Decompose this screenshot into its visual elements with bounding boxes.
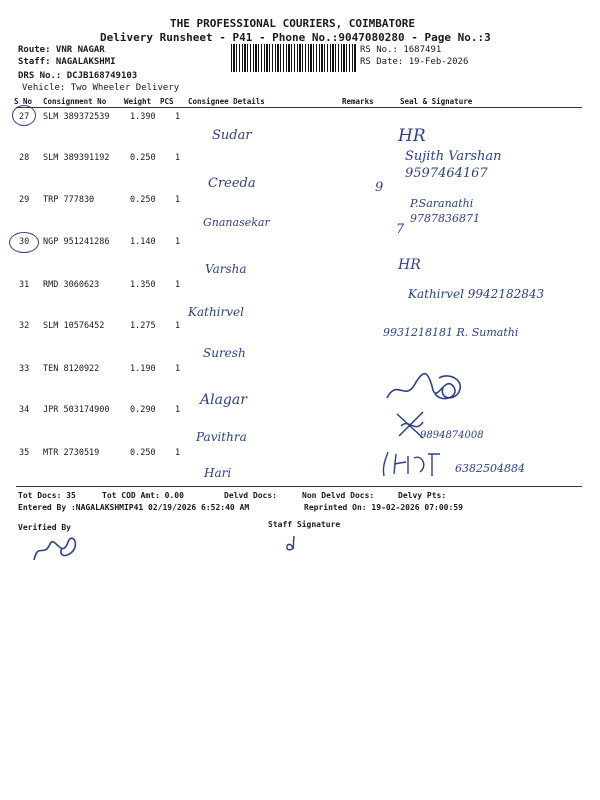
weight: 1.275 [130,321,156,331]
seal-signature-scribble [383,368,469,408]
footer-rule [16,486,582,487]
weight: 0.290 [130,405,156,415]
delivery-points: Delvy Pts: [398,491,447,500]
staff-label: Staff: NAGALAKSHMI [18,57,116,67]
consignment-no: SLM 389391192 [43,153,110,163]
consignment-no: SLM 10576452 [43,321,105,331]
consignment-no: SLM 389372539 [43,112,110,122]
pcs: 1 [175,405,181,415]
staff-signature-label: Staff Signature [268,520,341,529]
weight: 1.390 [130,112,156,122]
staff-signature [284,534,302,552]
consignment-no: TRP 777830 [43,195,95,205]
consignee-signature: Pavithra [196,430,247,444]
route-label: Route: VNR NAGAR [18,45,105,55]
seal-signature: 9931218181 R. Sumathi [383,326,519,339]
barcode [231,44,357,72]
sno: 29 [19,195,30,205]
weight: 0.250 [130,153,156,163]
drs-label: DRS No.: DCJB168749103 [18,71,138,81]
consignment-no: MTR 2730519 [43,448,100,458]
seal-signature: 9894874008 [420,430,484,441]
consignee-signature: Hari [204,466,232,480]
sno: 35 [19,448,30,458]
pcs: 1 [175,153,181,163]
consignee-signature: Suresh [203,346,246,360]
seal-signature: HR [398,257,421,273]
pcs: 1 [175,195,181,205]
sno: 27 [19,112,30,122]
consignment-no: JPR 503174900 [43,405,110,415]
row-circle-mark [9,232,39,253]
seal-signature: HR [398,126,426,146]
pcs: 1 [175,237,181,247]
pcs: 1 [175,280,181,290]
row-circle-mark [12,105,36,126]
consignment-no: RMD 3060623 [43,280,100,290]
pcs: 1 [175,321,181,331]
seal-signature: Sujith Varshan 9597464167 [405,149,502,181]
sno: 33 [19,364,30,374]
weight: 1.190 [130,364,156,374]
total-cod-amount: Tot COD Amt: 0.00 [102,491,184,500]
weight: 0.250 [130,195,156,205]
verified-by-label: Verified By [18,523,71,532]
sno: 28 [19,153,30,163]
delivered-docs: Delvd Docs: [224,491,277,500]
col-remarks: Remarks [342,97,374,106]
col-pcs: PCS [160,97,174,106]
reprinted-on: Reprinted On: 19-02-2026 07:00:59 [304,503,463,512]
non-delivered-docs: Non Delvd Docs: [302,491,375,500]
company-title: THE PROFESSIONAL COURIERS, COIMBATORE [170,17,416,30]
consignee-signature: Kathirvel [188,305,244,319]
seal-signature: 6382504884 [455,462,525,475]
sno: 31 [19,280,30,290]
col-seal-signature: Seal & Signature [400,97,473,106]
total-docs: Tot Docs: 35 [18,491,76,500]
consignee-signature: Creeda [208,176,256,191]
consignee-signature: Sudar [212,128,252,143]
entered-by: Entered By :NAGALAKSHMIP41 02/19/2026 6:52:40 AM [18,503,250,512]
header-rule [16,107,582,108]
sno: 30 [19,237,30,247]
rs-number: RS No.: 1687491 [360,45,442,55]
pcs: 1 [175,448,181,458]
rs-date: RS Date: 19-Feb-2026 [360,57,469,67]
verified-by-signature [28,530,84,566]
consignee-signature: Alagar [200,392,247,408]
col-sno: S No [14,97,33,106]
weight: 1.350 [130,280,156,290]
weight: 1.140 [130,237,156,247]
remark: 7 [396,222,405,237]
consignment-no: NGP 951241286 [43,237,110,247]
sno: 32 [19,321,30,331]
sno: 34 [19,405,30,415]
seal-signature: P.Saranathi 9787836871 [410,197,480,225]
col-consignment: Consignment No [43,97,107,106]
weight: 0.250 [130,448,156,458]
vehicle-label: Vehicle: Two Wheeler Delivery [22,83,180,93]
pcs: 1 [175,112,181,122]
pcs: 1 [175,364,181,374]
remark: 9 [375,180,384,195]
col-consignee: Consignee Details [188,97,265,106]
col-weight: Weight [124,97,152,106]
seal-signature: Kathirvel 9942182843 [408,287,545,301]
consignee-signature: Gnanasekar [203,216,270,229]
seal-signature-scribble [378,448,450,480]
consignment-no: TEN 8120922 [43,364,100,374]
consignee-signature: Varsha [205,262,247,276]
runsheet-subtitle: Delivery Runsheet - P41 - Phone No.:9047080280 - Page No.:3 [100,31,491,44]
